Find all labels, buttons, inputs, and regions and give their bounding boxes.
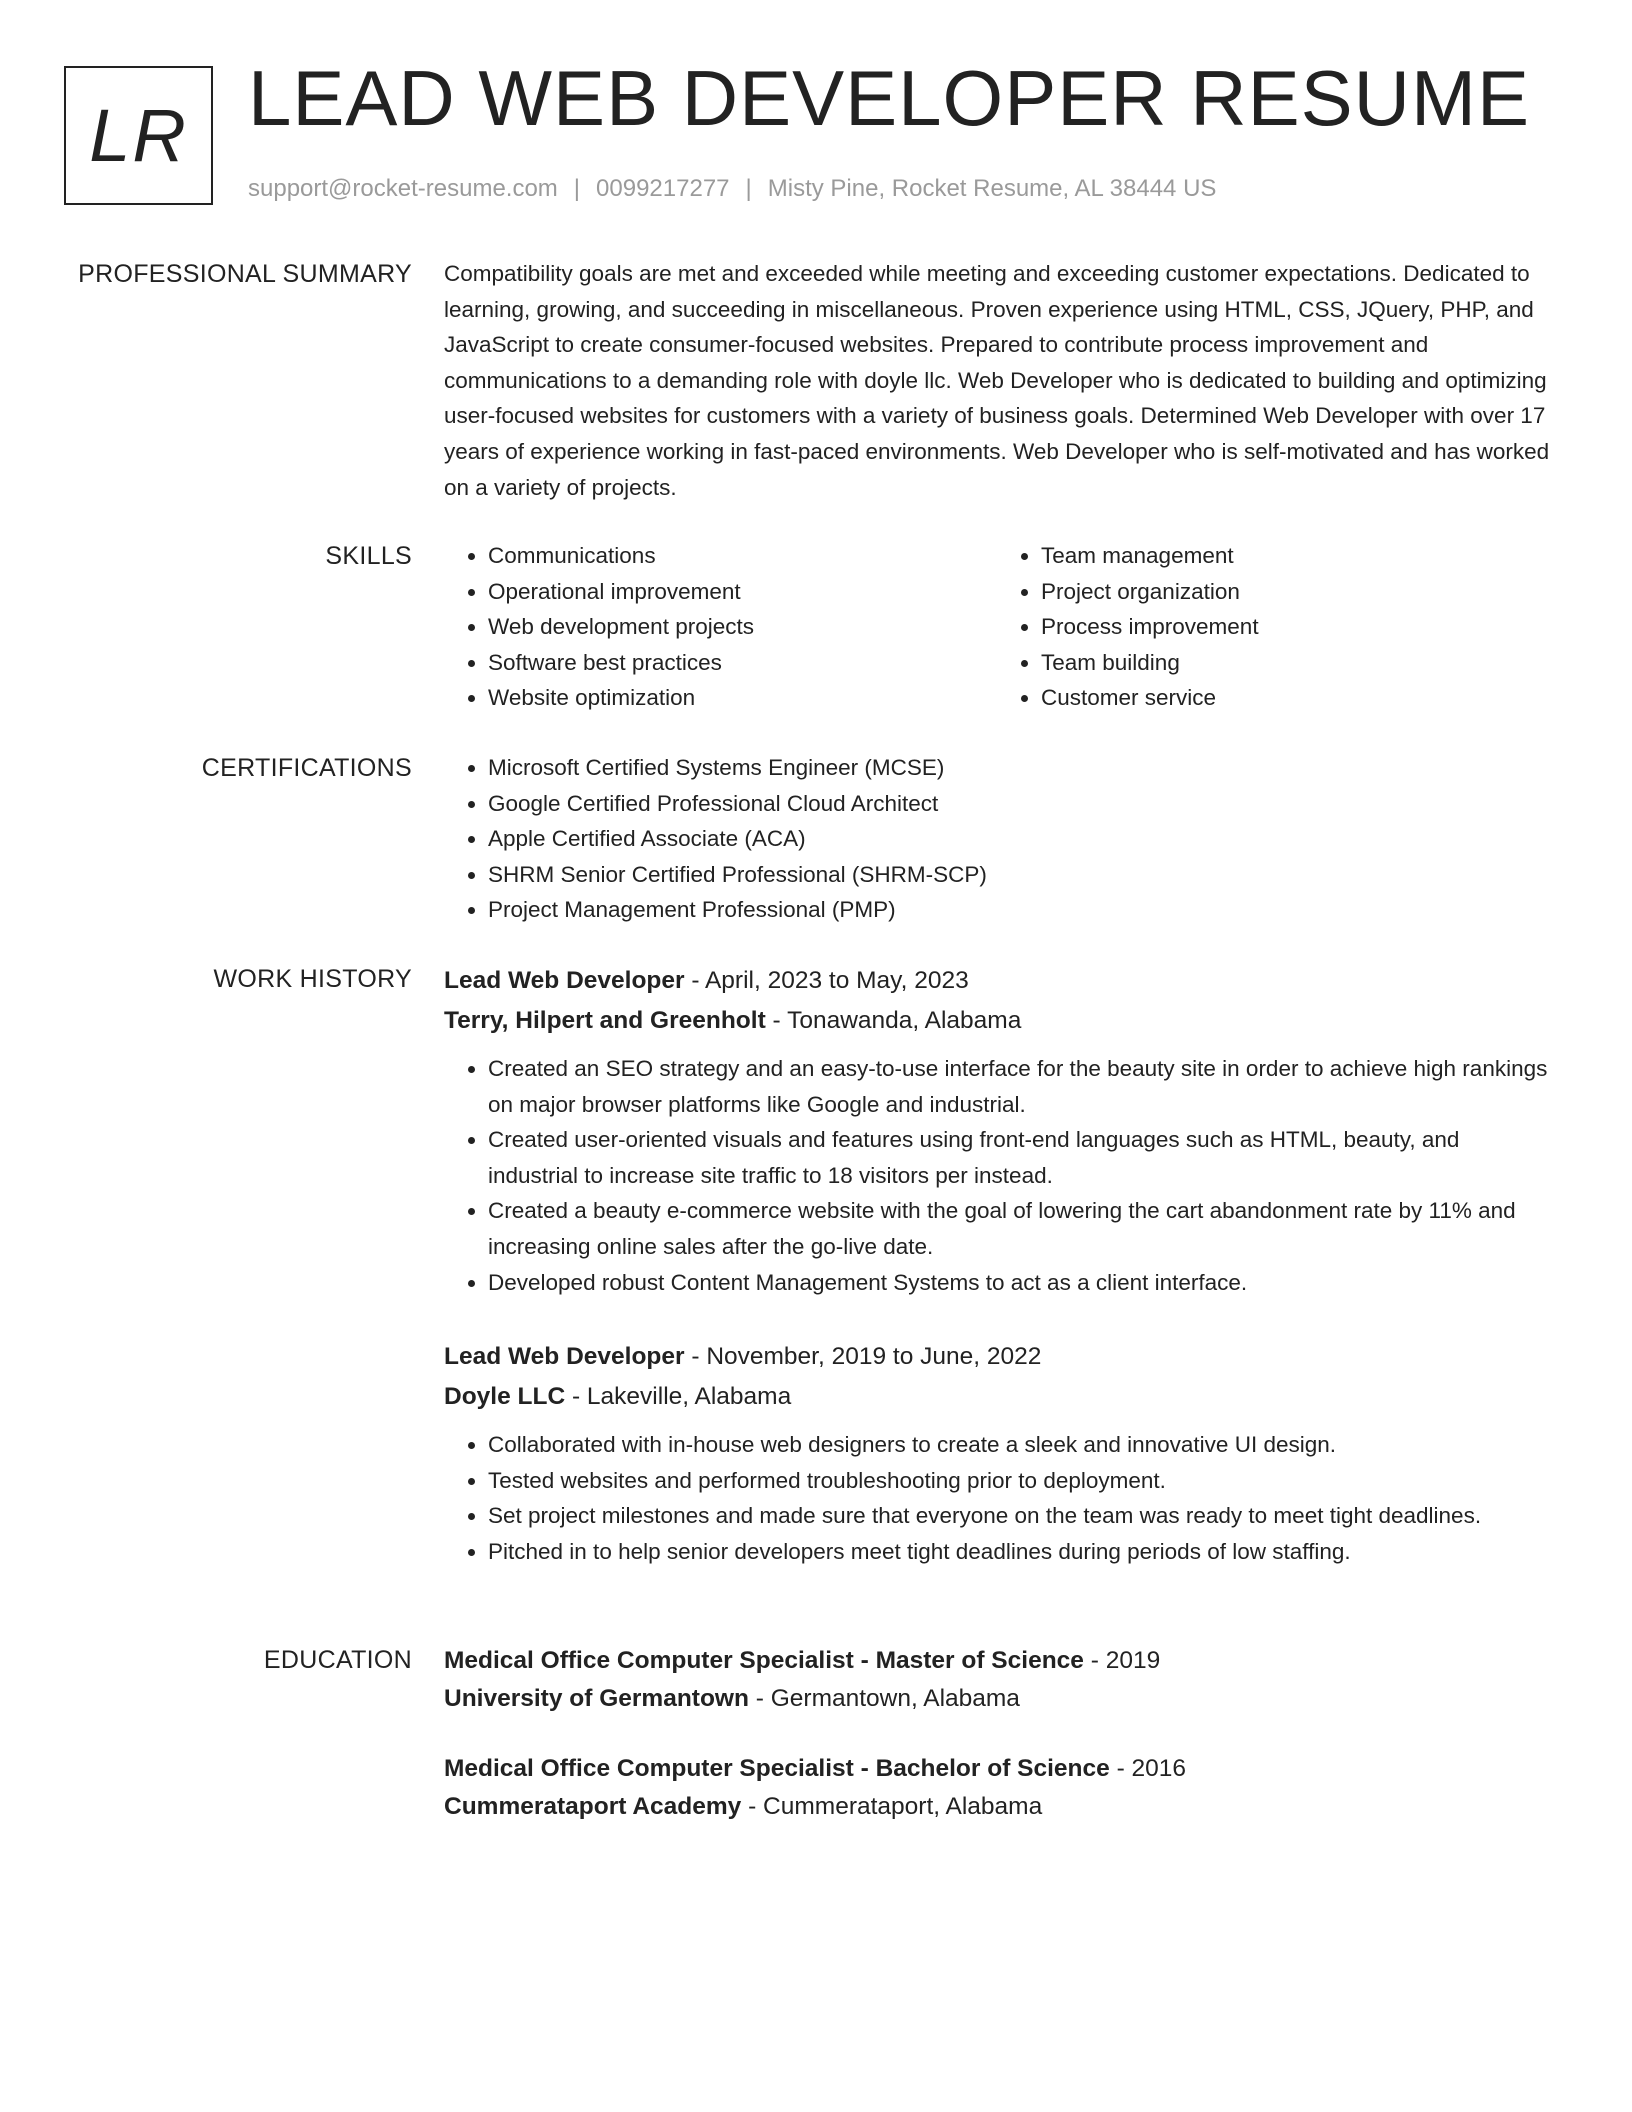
- education-entry: [444, 1642, 1550, 1718]
- education-location: - Germantown, Alabama: [748, 1685, 1020, 1712]
- job-location: - Lakeville, Alabama: [565, 1383, 792, 1410]
- job-entry: [444, 961, 1550, 1300]
- section-label-summary: PROFESSIONAL SUMMARY: [78, 260, 412, 288]
- separator: |: [745, 175, 752, 202]
- education-degree: Medical Office Computer Specialist - Master of Science: [444, 1647, 1084, 1674]
- job-title-line: [444, 961, 1550, 1001]
- skill-item: • Operational improvement: [488, 574, 997, 610]
- job-bullets: [444, 1051, 1550, 1300]
- job-title: Lead Web Developer: [444, 1343, 685, 1370]
- skills-list-right: [997, 538, 1550, 716]
- job-company-line: [444, 1377, 1550, 1417]
- monogram-logo: LR: [64, 66, 213, 205]
- certification-item: • Google Certified Professional Cloud Architect: [488, 786, 1550, 822]
- skills-list-left: [444, 538, 997, 716]
- skill-item: • Team management: [1041, 538, 1550, 574]
- summary-text: Compatibility goals are met and exceeded while meeting and exceeding customer expectations. Dedicated to learning, growing, and succeeding in miscellaneous. Proven experience using HTML, CSS, JQuery, PHP, and JavaScript to create consumer-focused websites. Prepared to contribute process improvement and communications to a demanding role with doyle llc. Web Developer who is dedicated to building and optimizing user-focused websites for customers with a variety of business goals. Determined Web Developer with over 17 years of experience working in fast-paced environments. Web Developer who is self-motivated and has worked on a variety of projects.: [444, 261, 1550, 500]
- section-label-certifications: CERTIFICATIONS: [201, 754, 412, 782]
- job-bullet: • Created an SEO strategy and an easy-to-use interface for the beauty site in order to achieve high rankings on major browser platforms like Google and industrial.: [488, 1051, 1550, 1122]
- job-bullet: • Created user-oriented visuals and features using front-end languages such as HTML, beauty, and industrial to increase site traffic to 18 visitors per instead.: [488, 1122, 1550, 1193]
- job-title-line: [444, 1337, 1550, 1377]
- job-title: Lead Web Developer: [444, 967, 685, 994]
- education-school: University of Germantown: [444, 1685, 749, 1712]
- skill-item: • Website optimization: [488, 680, 997, 716]
- job-dates: - November, 2019 to June, 2022: [684, 1343, 1042, 1370]
- education-year: - 2016: [1109, 1755, 1187, 1782]
- education-school-line: [444, 1788, 1550, 1826]
- job-bullets: [444, 1427, 1550, 1569]
- job-bullet: • Developed robust Content Management Systems to act as a client interface.: [488, 1265, 1550, 1301]
- education-entry: [444, 1750, 1550, 1826]
- contact-line: [248, 172, 1216, 206]
- job-company: Terry, Hilpert and Greenholt: [444, 1007, 766, 1034]
- job-location: - Tonawanda, Alabama: [765, 1007, 1022, 1034]
- certifications-list: [444, 750, 1550, 928]
- skill-item: • Team building: [1041, 645, 1550, 681]
- job-bullet: • Set project milestones and made sure that everyone on the team was ready to meet tight deadlines.: [488, 1498, 1550, 1534]
- certification-item: • Microsoft Certified Systems Engineer (MCSE): [488, 750, 1550, 786]
- section-label-skills: SKILLS: [325, 542, 412, 570]
- education-location: - Cummerataport, Alabama: [741, 1793, 1043, 1820]
- skill-item: • Communications: [488, 538, 997, 574]
- certification-item: • SHRM Senior Certified Professional (SHRM-SCP): [488, 857, 1550, 893]
- education-degree: Medical Office Computer Specialist - Bachelor of Science: [444, 1755, 1110, 1782]
- job-bullet: • Tested websites and performed troubleshooting prior to deployment.: [488, 1463, 1550, 1499]
- section-label-work-history: WORK HISTORY: [213, 965, 412, 993]
- job-bullet: • Created a beauty e-commerce website with the goal of lowering the cart abandonment rate by 11% and increasing online sales after the go-live date.: [488, 1193, 1550, 1264]
- summary-body: [444, 256, 1550, 505]
- education-school: Cummerataport Academy: [444, 1793, 742, 1820]
- phone-number: 0099217277: [596, 175, 730, 202]
- certification-item: • Apple Certified Associate (ACA): [488, 821, 1550, 857]
- email-link[interactable]: support@rocket-resume.com: [248, 175, 558, 202]
- skill-item: • Software best practices: [488, 645, 997, 681]
- education-school-line: [444, 1680, 1550, 1718]
- job-bullet: • Collaborated with in-house web designers to create a sleek and innovative UI design.: [488, 1427, 1550, 1463]
- education-degree-line: [444, 1750, 1550, 1788]
- skills-body: [444, 538, 1550, 716]
- job-dates: - April, 2023 to May, 2023: [684, 967, 969, 994]
- job-company-line: [444, 1001, 1550, 1041]
- education-year: - 2019: [1083, 1647, 1161, 1674]
- skill-item: • Customer service: [1041, 680, 1550, 716]
- address: Misty Pine, Rocket Resume, AL 38444 US: [767, 175, 1217, 202]
- job-bullet: • Pitched in to help senior developers meet tight deadlines during periods of low staffing.: [488, 1534, 1550, 1570]
- education-degree-line: [444, 1642, 1550, 1680]
- certification-item: • Project Management Professional (PMP): [488, 892, 1550, 928]
- job-company: Doyle LLC: [444, 1383, 566, 1410]
- certifications-body: [444, 750, 1550, 928]
- skill-item: • Web development projects: [488, 609, 997, 645]
- separator: |: [573, 175, 581, 202]
- skill-item: • Process improvement: [1041, 609, 1550, 645]
- skill-item: • Project organization: [1041, 574, 1550, 610]
- job-entry: [444, 1337, 1550, 1569]
- section-label-education: EDUCATION: [263, 1646, 412, 1674]
- page-title: LEAD WEB DEVELOPER RESUME: [248, 54, 1530, 142]
